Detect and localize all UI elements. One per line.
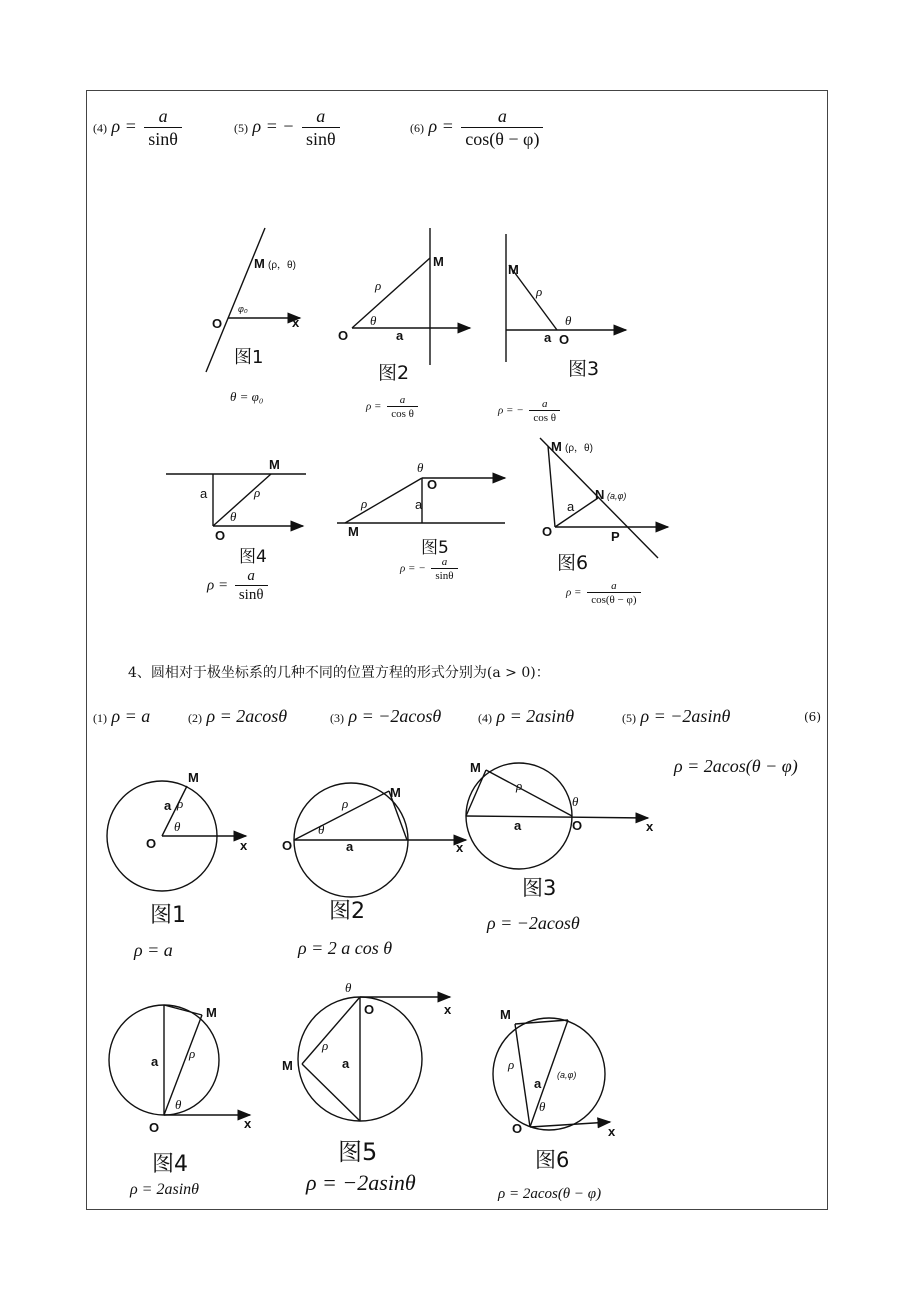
line-fig2-a: a — [396, 328, 404, 343]
line-fig4-O: O — [215, 528, 226, 543]
circle-form-4: (4) ρ = 2asinθ — [478, 706, 575, 726]
circle-fig3-label: 图3 — [522, 876, 557, 900]
circle-fig2-M: M — [390, 785, 401, 800]
circle-fig6-caption: ρ = 2acos(θ − φ) — [498, 1186, 602, 1202]
circle-fig2-O: O — [282, 838, 293, 853]
line-fig1-phi0: φ₀ — [238, 304, 248, 314]
circle-fig5-label: 图5 — [338, 1138, 378, 1166]
circle-fig2-caption: ρ = 2 a cos θ — [298, 938, 393, 958]
circle-fig3-theta: θ — [572, 794, 579, 809]
circle-fig1-M: M — [188, 770, 199, 785]
circle-form-6: ρ = 2acos(θ − φ) — [674, 756, 798, 776]
circle-fig4-rho: ρ — [189, 1046, 196, 1061]
line-fig4-theta: θ — [230, 509, 237, 524]
circle-fig6-coord: (a,φ) — [557, 1070, 577, 1080]
circle-fig1-theta: θ — [174, 819, 181, 834]
circle-fig4-x: x — [244, 1116, 252, 1131]
circle-fig6-x: x — [608, 1124, 616, 1139]
line-fig6-N: N — [595, 487, 605, 502]
line-form-4: (4) ρ = $\frac{a}{\sin\theta}$ — [93, 106, 185, 150]
line-fig1-M-coord: (ρ，θ) — [268, 260, 296, 271]
line-fig3-a: a — [544, 330, 552, 345]
circle-fig1-a: a — [164, 798, 172, 813]
line-fig4-M: M — [269, 457, 280, 472]
circle-fig3-a: a — [514, 818, 522, 833]
line-form-6: (6) ρ = $\frac{a}{\cos(\theta - \varphi)}$ — [410, 106, 546, 150]
circle-fig6-a: a — [534, 1076, 542, 1091]
line-fig6-N-coord: (a,φ) — [607, 491, 627, 501]
circle-fig2-a: a — [346, 839, 354, 854]
line-fig1-O: O — [212, 316, 223, 331]
circle-fig1-O: O — [146, 836, 157, 851]
line-fig6-label: 图6 — [557, 552, 589, 574]
circle-fig1-caption: ρ = a — [134, 940, 173, 960]
line-fig5-a: a — [415, 497, 423, 512]
circle-fig5-x: x — [444, 1002, 452, 1017]
circle-fig6-M: M — [500, 1007, 511, 1022]
line-fig5-O: O — [427, 477, 438, 492]
line-fig2-label: 图2 — [378, 362, 410, 384]
circle-fig4-M: M — [206, 1005, 217, 1020]
circle-form-1: (1) ρ = a — [93, 706, 151, 726]
line-fig6-M-coord: (ρ，θ) — [565, 443, 593, 454]
circle-fig2-diagram — [294, 783, 466, 897]
line-fig6-M: M — [551, 439, 562, 454]
circle-fig6-rho: ρ — [508, 1057, 515, 1072]
circle-form-2: (2) ρ = 2acosθ — [188, 706, 288, 726]
circle-fig6-label: 图6 — [535, 1148, 570, 1172]
circle-form-6-index: (6) — [804, 710, 821, 724]
line-fig2-M: M — [433, 254, 444, 269]
line-fig3-M: M — [508, 262, 519, 277]
circle-fig1-rho: ρ — [177, 796, 184, 811]
line-fig2-caption: ρ = $\frac{a}{\text{cos θ}}$ — [366, 394, 421, 420]
line-fig3-O: O — [559, 332, 570, 347]
line-fig5-caption: ρ = − $\frac{a}{\sin\theta}$ — [400, 556, 461, 582]
circle-fig4-O: O — [149, 1120, 160, 1135]
line-fig6-caption: ρ = $\frac{a}{\cos(\theta - \varphi)}$ — [566, 580, 644, 606]
circle-form-3: (3) ρ = −2acosθ — [330, 706, 442, 726]
line-fig5-M: M — [348, 524, 359, 539]
circle-fig6-O: O — [512, 1121, 523, 1136]
circle-fig4-a: a — [151, 1054, 159, 1069]
circle-fig3-O: O — [572, 818, 583, 833]
circle-fig3-diagram — [466, 763, 648, 869]
circle-fig3-M: M — [470, 760, 481, 775]
circle-fig2-label: 图2 — [329, 899, 365, 924]
circle-fig1-x: x — [240, 838, 248, 853]
line-fig4-label: 图4 — [239, 547, 267, 567]
circle-fig4-caption: ρ = 2asinθ — [130, 1181, 200, 1198]
circle-fig6-diagram — [493, 1018, 610, 1130]
line-fig4-a: a — [200, 486, 208, 501]
circle-fig4-label: 图4 — [152, 1152, 188, 1177]
circle-form-5: (5) ρ = −2asinθ — [622, 706, 731, 726]
circle-fig6-theta: θ — [539, 1099, 546, 1114]
line-fig3-label: 图3 — [568, 358, 600, 380]
circle-fig5-M: M — [282, 1058, 293, 1073]
line-fig1-M: M — [254, 256, 265, 271]
line-fig5-label: 图5 — [421, 538, 449, 558]
circle-fig3-rho: ρ — [516, 778, 523, 793]
line-fig5-theta: θ — [417, 460, 424, 475]
circle-fig4-theta: θ — [175, 1097, 182, 1112]
circle-fig5-a: a — [342, 1056, 350, 1071]
circle-fig2-theta: θ — [318, 822, 325, 837]
line-fig2-O: O — [338, 328, 349, 343]
line-fig3-rho: ρ — [536, 284, 543, 299]
line-fig3-theta: θ — [565, 313, 572, 328]
circle-fig5-caption: ρ = −2asinθ — [306, 1170, 416, 1195]
circle-fig3-x: x — [646, 819, 654, 834]
circle-fig5-O: O — [364, 1002, 375, 1017]
line-fig4-rho: ρ — [254, 485, 261, 500]
circle-fig1-label: 图1 — [150, 903, 186, 928]
line-fig6-a: a — [567, 499, 575, 514]
circle-fig2-rho: ρ — [342, 796, 349, 811]
circle-fig5-theta: θ — [345, 980, 352, 995]
circle-fig3-caption: ρ = −2acosθ — [487, 913, 580, 933]
line-fig1-label: 图1 — [234, 347, 264, 368]
line-fig4-caption: ρ = $\frac{a}{\sin\theta}$ — [207, 568, 271, 604]
line-form-5: (5) ρ = − $\frac{a}{\sin\theta}$ — [234, 106, 343, 150]
circle-section-heading: 4、圆相对于极坐标系的几种不同的位置方程的形式分别为(a > 0)： — [128, 665, 550, 681]
line-fig1-caption: θ = φ₀ — [230, 389, 264, 404]
circle-fig5-rho: ρ — [322, 1038, 329, 1053]
line-fig6-O: O — [542, 524, 553, 539]
line-fig1-x: x — [292, 315, 300, 330]
line-fig3-caption: ρ = − $\frac{a}{\text{cos θ}}$ — [498, 398, 563, 424]
line-fig2-rho: ρ — [375, 278, 382, 293]
line-fig6-P: P — [611, 529, 620, 544]
line-fig2-theta: θ — [370, 313, 377, 328]
line-fig5-rho: ρ — [361, 496, 368, 511]
circle-fig2-x: x — [456, 840, 464, 855]
line-fig2-diagram — [352, 228, 470, 365]
